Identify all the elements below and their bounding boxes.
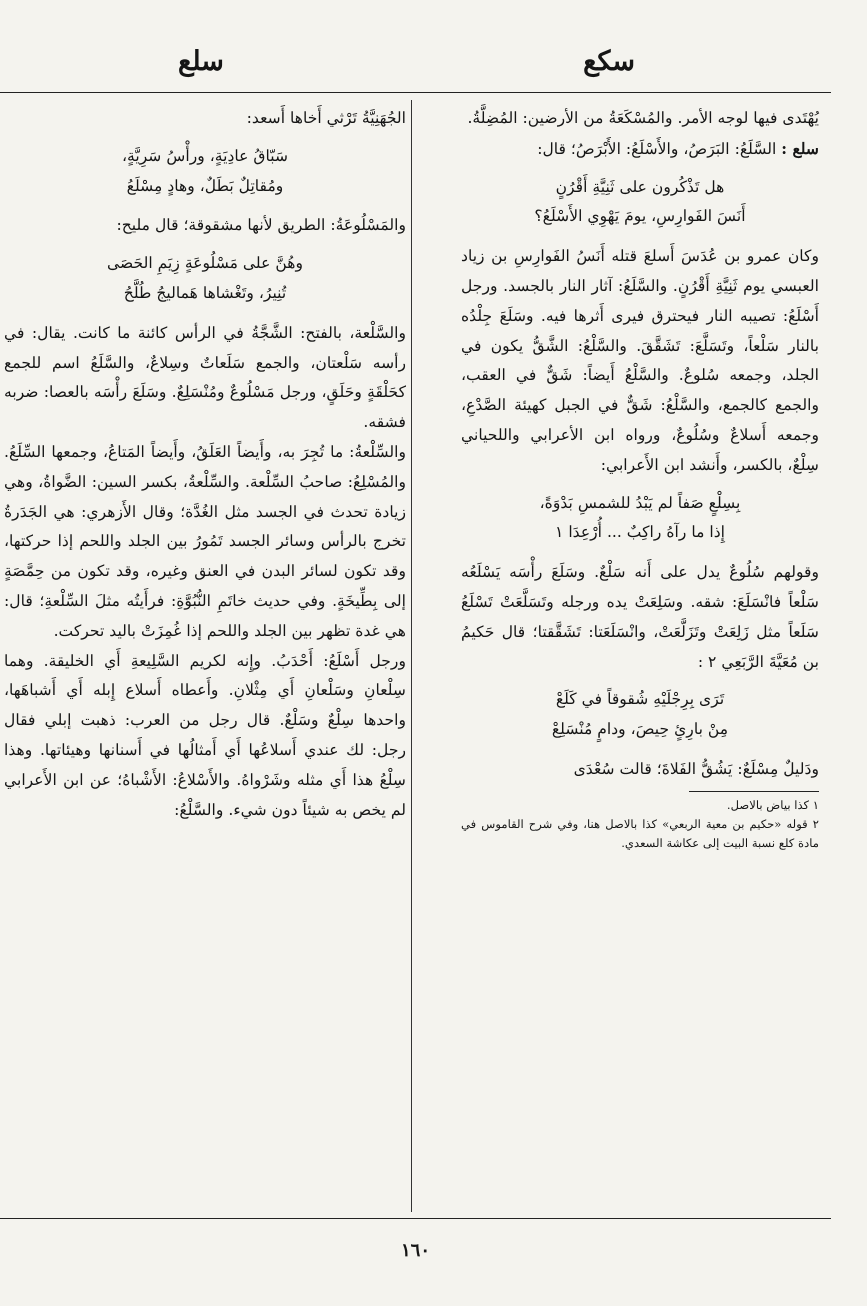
column-divider [411,100,412,1212]
paragraph: والسِّلْعةُ: ما تُجِرَ به، وأَيضاً العَلَقُ، وأَيضاً المَتاعُ، وجمعها السِّلَعُ. والمُسْلِعُ: صاحبُ السِّلْعة. والسِّلْعةُ، بكسر السين: الضَّواةُ، وهي زيادة تحدث في الجسد مثل الغُدَّة؛ وقال الأَزهري: هي الجَدَرةُ تخرج بالرأس وسائر الجسد تَمُورُ بين الجلد واللحم إذا حركتها، وقد تكون لسائر البدن في العنق وغيره، وقد تكون من حِمَّصَةٍ إلى بِطِّيخَةٍ. وفي حديث خاتَمِ النُّبُوَّةِ: فرأَيتُه مثلَ السِّلْعةِ؛ قال: هي غدة تظهر بين الجلد واللحم إذا غُمِزَتْ باليد تحركت. [4,442,406,640]
right-column [461,104,819,853]
verse-line: وهُنَّ على مَسْلُوعَةٍ زِيَمِ الحَصَى [107,254,303,273]
headword: سلع : [781,138,819,158]
verse-line: تَرَى بِرِجْلَيْهِ شُقوقاً في كَلَعْ [555,690,725,709]
page-number: ١٦٠ [400,1240,430,1261]
paragraph: وقولهم سُلُوعٌ يدل على أَنه سَلْعٌ. وسَلَعَ رأْسَه يَسْلَعُه سَلْعاً فانْسَلَعَ: شقه. وسَلِعَتْ يده ورجله وتَسَلَّعَتْ تَسْلَعُ سَلَعاً مثل زَلِعَتْ وتَزَلَّعَتْ، وانْسَلَعَتا: تَشَقَّقتا؛ قال حَكيمُ بن مُعَيَّةَ الرَّبَعِي ٢ : [461,563,819,671]
verse-line: سَبّاقُ عادِيَةٍ، ورأْسُ سَرِيَّةٍ، [121,146,289,165]
verse-block [461,489,819,549]
left-column [4,104,406,825]
verse-line: ومُقاتِلٌ بَطَلٌ، وهادٍ مِسْلَعُ [126,176,284,195]
paragraph: والمَسْلُوعَةُ: الطريق لأنها مشقوقة؛ قال مليح: [116,216,406,235]
verse-block [461,685,819,745]
verse-line: بِسِلْعٍ صَفاً لم يَبْدُ للشمسِ بَدْوَةً، [539,493,741,512]
paragraph: ودَليلٌ مِسْلَعٌ: يَشُقُّ الفَلاةَ؛ قالت سُعْدَى [573,759,819,778]
paragraph: يُهْتَدى فيها لوجه الأمر. والمُسْكَعَةُ من الأرضين: المُضِلَّةُ. [467,109,819,127]
entry-paragraph [461,134,819,165]
paragraph: ورجل أَسْلَعُ: أَحْدَبُ. وإِنه لكريم السَّلِيعةِ أَي الخليقة. وهما سِلْعانِ وسَلْعانِ أَي مِثْلانِ. وأَعطاه أَسلاع إِبله أَي أَشباهَها، واحدها سِلْعٌ وسَلْعٌ. قال رجل من العرب: ذهبت إبلي فقال رجل: لك عندي أَسلاعُها أَي أَمثالُها في أَسنانها وهيئاتها. وهذا سِلْعُ هذا أَي مثله وشَرْواهُ. والأَسْلاعُ: الأَشْباهُ؛ عن ابن الأَعرابي لم يخص به شيئاً دون شيء. والسَّلْعُ: [4,651,406,819]
running-header-right: سكع [583,46,635,77]
footnote: ١ كذا بياض بالاصل. [726,797,819,812]
verse-line: إِذا ما رآهُ راكِبٌ ... أُرْعِدَا ١ [554,523,726,542]
paragraph: والسَّلْعة، بالفتح: الشَّجَّةُ في الرأس كائنة ما كانت. يقال: في رأسه سَلْعتان، والجمع سَلَعاتٌ وسِلاعٌ، والسَّلَعُ اسم للجمع كحَلْقَةٍ وحَلَقٍ، ورجل مَسْلُوعٌ ومُنْسَلِعٌ. وسَلَعَ رأْسَه بالعصا: ضربه فشقه. [4,323,406,432]
verse-line: مِنْ بارِئٍ حِيصَ، ودامٍ مُنْسَلِعْ [551,720,729,739]
footnote: ٢ قوله «حكيم بن معية الربعي» كذا بالاصل هنا، وفي شرح القاموس في مادة كلع نسبة البيت إلى عكاشة السعدي. [461,816,819,850]
verse-line: أَنَسَ الفَوارِسِ، يومَ يَهْوِي الأَسْلَعُ؟ [534,207,746,226]
footnote-rule [689,791,819,792]
entry-text: السَّلَعُ: البَرَصُ، والأَسْلَعُ: الأَبْرَصُ؛ قال: [537,139,777,158]
footer-rule [0,1218,831,1219]
verse-line: تُنِيرُ، وتَغْشاها هَماليجُ طُلَّحُ [123,283,287,302]
header-rule [0,92,831,93]
verse-block [461,173,819,233]
verse-block [4,249,406,309]
running-header-left: سلع [178,46,224,77]
verse-line: هل تَذْكُرون على ثَنِيَّةِ أَقْرُنٍ [555,177,725,196]
paragraph: الجُهَنِيَّةُ تَرْثي أَخاها أَسعد: [246,109,406,127]
paragraph: وكان عمرو بن عُدَسَ أَسلعَ قتله أَنَسُ الفَوارِسِ بن زياد العبسي يوم ثَنِيَّةِ أَقْرُنٍ. والسَّلَعُ: آثار النار بالجسد. ورجل أَسْلَعُ: تصيبه النار فيحترق فيرى أَثرها فيه. وسَلَعَ جِلْدُه بالنار سَلْعاً، وتَسَلَّعَ: تَشَقَّقَ. والسَّلْعُ: الشَّقُّ يكون في الجلد، وجمعه سُلوعٌ. والسَّلْعُ أَيضاً: شَقٌّ في العقب، والجمع كالجمع، والسَّلْعُ: شَقٌّ في الجبل كهيئة الصَّدْعِ، وجمعه أَسلاعٌ وسُلُوعٌ، ورواه ابن الأعرابي واللحياني سِلْعٌ، بالكسر، وأَنشد ابن الأَعرابي: [461,247,819,474]
verse-block [4,142,406,202]
